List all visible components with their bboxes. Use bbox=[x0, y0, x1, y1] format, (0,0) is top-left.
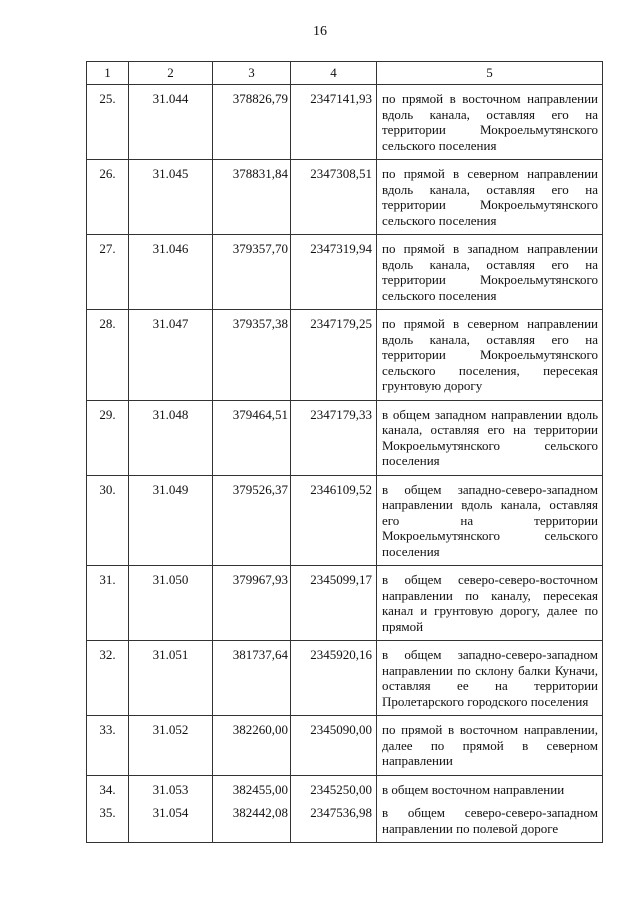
boundary-description: по прямой в восточном направлении, далее по прямой в северном направлении bbox=[377, 716, 603, 776]
row-number: 35. bbox=[87, 799, 129, 843]
coordinate-y: 2347179,25 bbox=[291, 310, 377, 401]
row-number: 27. bbox=[87, 235, 129, 310]
point-code: 31.052 bbox=[129, 716, 213, 776]
boundary-description: в общем северо-северо-восточном направлении по каналу, пересекая канал и грунтовую дорогу, далее по прямой bbox=[377, 566, 603, 641]
row-number: 30. bbox=[87, 475, 129, 566]
point-code: 31.053 bbox=[129, 775, 213, 799]
coordinate-y: 2345920,16 bbox=[291, 641, 377, 716]
coordinate-x: 379967,93 bbox=[213, 566, 291, 641]
table-row bbox=[87, 716, 603, 776]
table-row bbox=[87, 566, 603, 641]
row-number: 25. bbox=[87, 85, 129, 160]
table-row bbox=[87, 85, 603, 160]
coordinate-y: 2346109,52 bbox=[291, 475, 377, 566]
table-row bbox=[87, 641, 603, 716]
point-code: 31.045 bbox=[129, 160, 213, 235]
point-code: 31.047 bbox=[129, 310, 213, 401]
coordinate-x: 382260,00 bbox=[213, 716, 291, 776]
row-number: 26. bbox=[87, 160, 129, 235]
coordinate-x: 382455,00 bbox=[213, 775, 291, 799]
coordinate-y: 2347141,93 bbox=[291, 85, 377, 160]
coordinate-x: 379464,51 bbox=[213, 400, 291, 475]
point-code: 31.050 bbox=[129, 566, 213, 641]
page-number: 16 bbox=[313, 24, 327, 39]
table-row bbox=[87, 775, 603, 799]
coordinate-x: 378826,79 bbox=[213, 85, 291, 160]
row-number: 28. bbox=[87, 310, 129, 401]
coordinate-x: 378831,84 bbox=[213, 160, 291, 235]
point-code: 31.054 bbox=[129, 799, 213, 843]
coordinate-x: 381737,64 bbox=[213, 641, 291, 716]
coordinate-y: 2345090,00 bbox=[291, 716, 377, 776]
boundary-points-table bbox=[86, 61, 603, 843]
boundary-description: в общем восточном направлении bbox=[377, 775, 603, 799]
point-code: 31.048 bbox=[129, 400, 213, 475]
row-number: 31. bbox=[87, 566, 129, 641]
table-row bbox=[87, 160, 603, 235]
row-number: 32. bbox=[87, 641, 129, 716]
coordinate-y: 2345250,00 bbox=[291, 775, 377, 799]
boundary-description: в общем западно-северо-западном направлении по склону балки Куначи, оставляя ее на территории Пролетарского городского поселения bbox=[377, 641, 603, 716]
table-row bbox=[87, 400, 603, 475]
row-number: 33. bbox=[87, 716, 129, 776]
column-header: 1 bbox=[87, 62, 129, 85]
table-header-row bbox=[87, 62, 603, 85]
coordinate-x: 382442,08 bbox=[213, 799, 291, 843]
column-header: 2 bbox=[129, 62, 213, 85]
boundary-description: по прямой в западном направлении вдоль канала, оставляя его на территории Мокроельмутянского сельского поселения bbox=[377, 235, 603, 310]
table-row bbox=[87, 475, 603, 566]
coordinate-x: 379526,37 bbox=[213, 475, 291, 566]
column-header: 4 bbox=[291, 62, 377, 85]
boundary-description: по прямой в северном направлении вдоль канала, оставляя его на территории Мокроельмутянского сельского поселения bbox=[377, 160, 603, 235]
point-code: 31.046 bbox=[129, 235, 213, 310]
point-code: 31.049 bbox=[129, 475, 213, 566]
column-header: 5 bbox=[377, 62, 603, 85]
coordinate-y: 2347536,98 bbox=[291, 799, 377, 843]
coordinate-y: 2347308,51 bbox=[291, 160, 377, 235]
coordinate-x: 379357,70 bbox=[213, 235, 291, 310]
point-code: 31.044 bbox=[129, 85, 213, 160]
boundary-description: в общем западном направлении вдоль канала, оставляя его на территории Мокроельмутянского сельского поселения bbox=[377, 400, 603, 475]
coordinate-x: 379357,38 bbox=[213, 310, 291, 401]
table-row bbox=[87, 310, 603, 401]
coordinate-y: 2345099,17 bbox=[291, 566, 377, 641]
column-header: 3 bbox=[213, 62, 291, 85]
boundary-description: по прямой в восточном направлении вдоль канала, оставляя его на территории Мокроельмутянского сельского поселения bbox=[377, 85, 603, 160]
table-row bbox=[87, 235, 603, 310]
row-number: 34. bbox=[87, 775, 129, 799]
row-number: 29. bbox=[87, 400, 129, 475]
point-code: 31.051 bbox=[129, 641, 213, 716]
table-row bbox=[87, 799, 603, 843]
boundary-description: по прямой в северном направлении вдоль канала, оставляя его на территории Мокроельмутянского сельского поселения, пересекая грунтовую дорогу bbox=[377, 310, 603, 401]
coordinate-y: 2347179,33 bbox=[291, 400, 377, 475]
coordinate-y: 2347319,94 bbox=[291, 235, 377, 310]
boundary-description: в общем западно-северо-западном направлении вдоль канала, оставляя его на территории Мокроельмутянского сельского поселения bbox=[377, 475, 603, 566]
boundary-description: в общем северо-северо-западном направлении по полевой дороге bbox=[377, 799, 603, 843]
